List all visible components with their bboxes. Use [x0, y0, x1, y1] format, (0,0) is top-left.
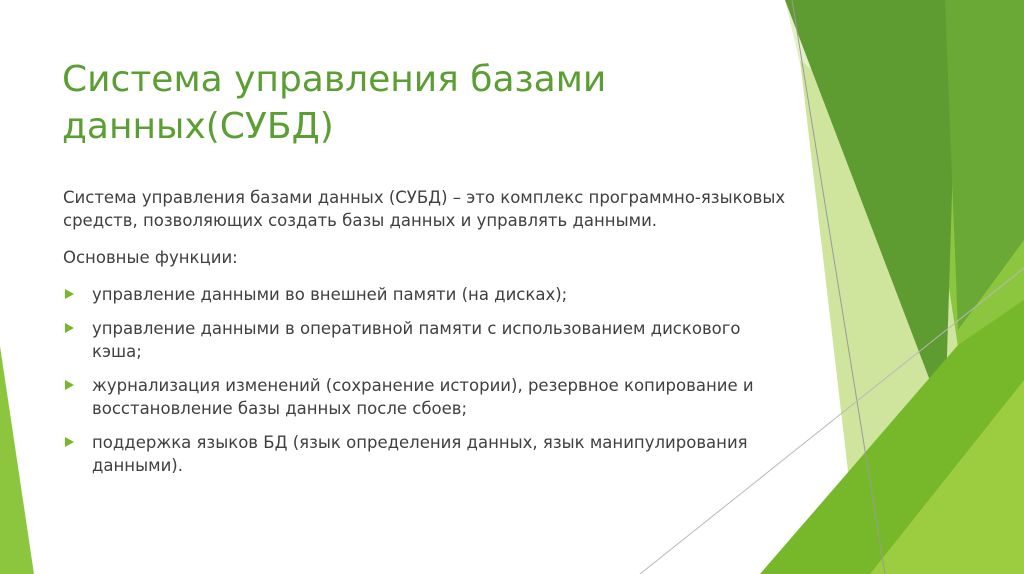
- list-item-text: журнализация изменений (сохранение истории), резервное копирование и восстановление базы данных после сбоев;: [92, 376, 754, 418]
- definition-paragraph: Система управления базами данных (СУБД) – это комплекс программно-языковых средств, позволяющих создать базы данных и управлять данными.: [63, 188, 786, 230]
- list-item: [63, 283, 793, 306]
- functions-list: [63, 283, 793, 477]
- list-item-text: управление данными во внешней памяти (на дисках);: [92, 285, 568, 304]
- triangle-right-icon: [65, 380, 74, 390]
- slide-title: Система управления базами данных(СУБД): [62, 59, 607, 147]
- triangle-right-icon: [65, 289, 74, 299]
- list-item: [63, 317, 793, 363]
- triangle-right-icon: [65, 323, 74, 333]
- slide-body: [63, 186, 793, 488]
- list-item-text: управление данными в оперативной памяти с использованием дискового кэша;: [92, 319, 741, 361]
- left-edge-accent: [0, 346, 34, 574]
- list-item: [63, 374, 793, 420]
- list-item: [63, 431, 793, 477]
- list-item-text: поддержка языков БД (язык определения данных, язык манипулирования данными).: [92, 433, 748, 475]
- triangle-right-icon: [65, 437, 74, 447]
- functions-heading: Основные функции:: [63, 248, 238, 267]
